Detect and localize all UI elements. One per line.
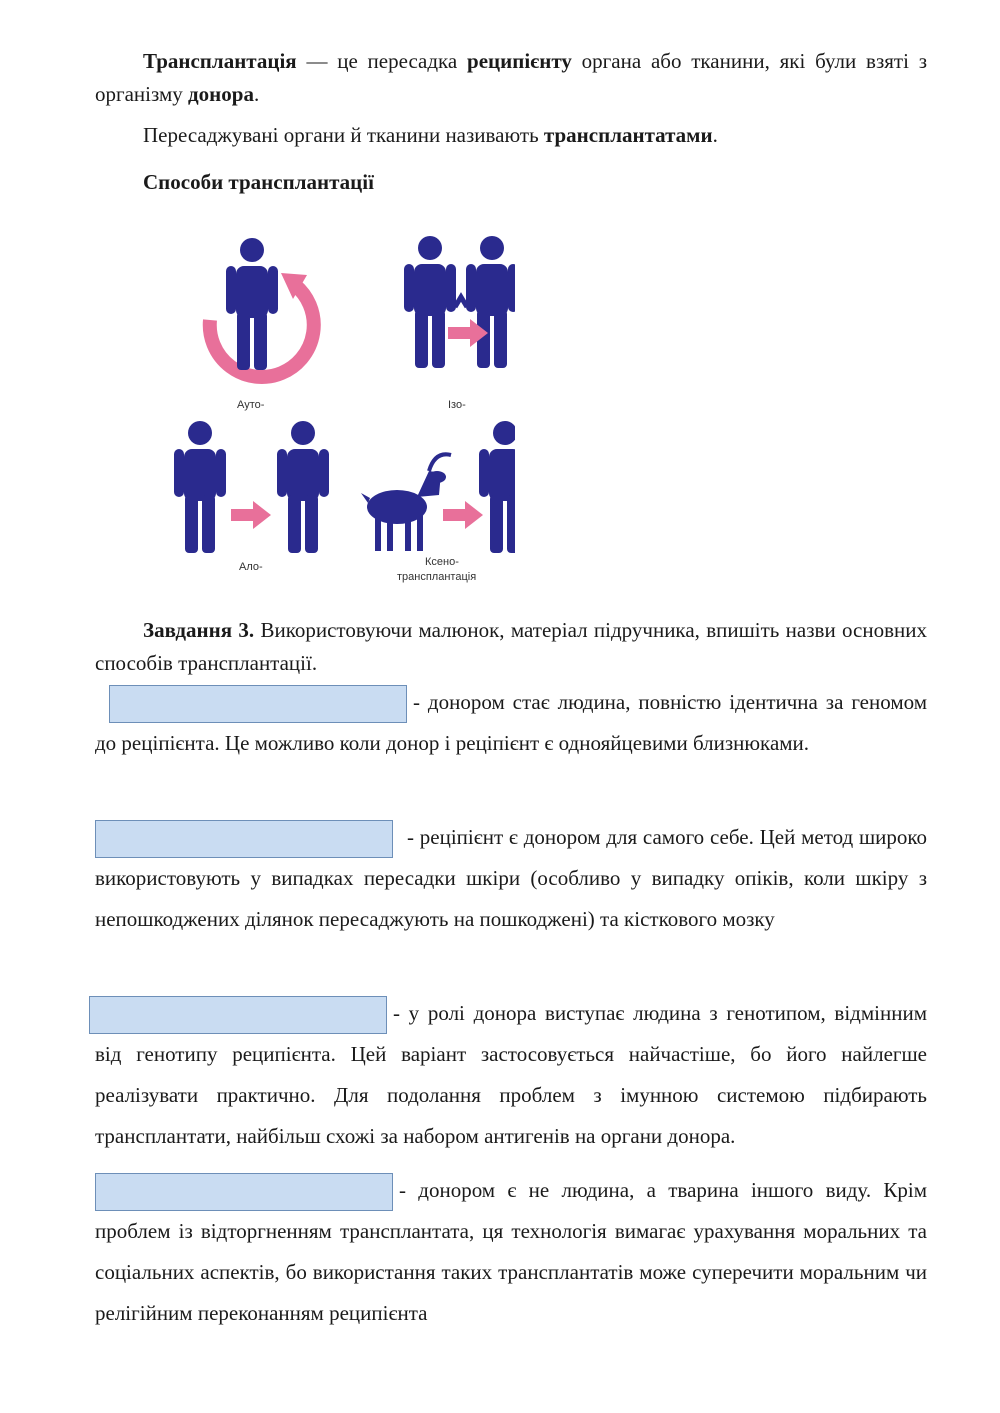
answer-field-3[interactable] (89, 996, 387, 1034)
transplantation-types-figure (165, 215, 515, 595)
item-text-1: - донором стає людина, повністю ідентична за геномом до реціпієнта. Це можливо коли донор і реціпієнт є однояйцевими близнюками. (95, 690, 927, 756)
grafts-paragraph: Пересаджувані органи й тканини називають трансплантатами. (143, 123, 718, 147)
answer-item-auto (95, 817, 927, 940)
person-icon (466, 236, 515, 368)
person-icon (479, 421, 515, 553)
answer-item-allo (95, 993, 927, 1157)
item-text-2: - реціпієнт є донором для самого себе. Цей метод широко використовують у випадках пересадки шкіри (особливо у випадку опіків, коли шкіру з непошкоджених ділянок пересаджують на пошкоджені) та кісткового мозку (95, 825, 927, 932)
caption-allo: Ало- (239, 561, 263, 573)
holding-hands (455, 297, 467, 307)
person-icon (174, 421, 226, 553)
caption-iso: Ізо- (448, 399, 466, 411)
section-heading: Способи трансплантації (143, 170, 374, 194)
figure-svg (165, 215, 515, 595)
arrow-right-icon (443, 501, 483, 529)
answer-field-1[interactable] (109, 685, 407, 723)
task-paragraph (95, 614, 927, 680)
answer-field-4[interactable] (95, 1173, 393, 1211)
term-transplantation: Трансплантація (143, 49, 297, 73)
person-icon (404, 236, 456, 368)
answer-item-xeno (95, 1170, 927, 1334)
intro-paragraph: Трансплантація — це пересадка реципієнту органа або тканини, які були взяті з організму донора. (95, 49, 927, 106)
term-recipient: реципієнту (467, 49, 572, 73)
iso-graft-illustration (404, 236, 515, 411)
auto-graft-illustration (210, 238, 314, 411)
task-label: Завдання 3. (143, 618, 255, 642)
xeno-graft-illustration (361, 421, 515, 583)
answer-item-iso (95, 682, 927, 764)
goat-icon (361, 454, 451, 551)
caption-xeno-line1: Ксено- (425, 556, 459, 568)
term-grafts: трансплантатами (543, 123, 713, 147)
caption-xeno-line2: трансплантація (397, 571, 477, 583)
arrow-right-icon (231, 501, 271, 529)
allo-graft-illustration (174, 421, 329, 573)
item-text-3: - у ролі донора виступає людина з генотипом, відмінним від генотипу реципієнта. Цей варіант застосовується найчастіше, бо його найлегше реалізувати практично. Для подолання проблем з імунною системою підбирають трансплантати, найбільш схожі за набором антигенів на органи донора. (95, 1001, 927, 1149)
task-text: Використовуючи малюнок, матеріал підручника, впишіть назви основних способів трансплантації. (95, 618, 927, 675)
answer-field-2[interactable] (95, 820, 393, 858)
term-donor: донора (188, 82, 254, 106)
item-text-4: - донором є не людина, а тварина іншого виду. Крім проблем із відторгненням трансплантата, ця технологія вимагає урахування моральних та соціальних аспектів, бо використання таких трансплантатів може суперечити моральним чи релігійним переконанням реципієнта (95, 1178, 927, 1326)
caption-auto: Ауто- (237, 399, 265, 411)
person-icon (226, 238, 278, 370)
person-icon (277, 421, 329, 553)
